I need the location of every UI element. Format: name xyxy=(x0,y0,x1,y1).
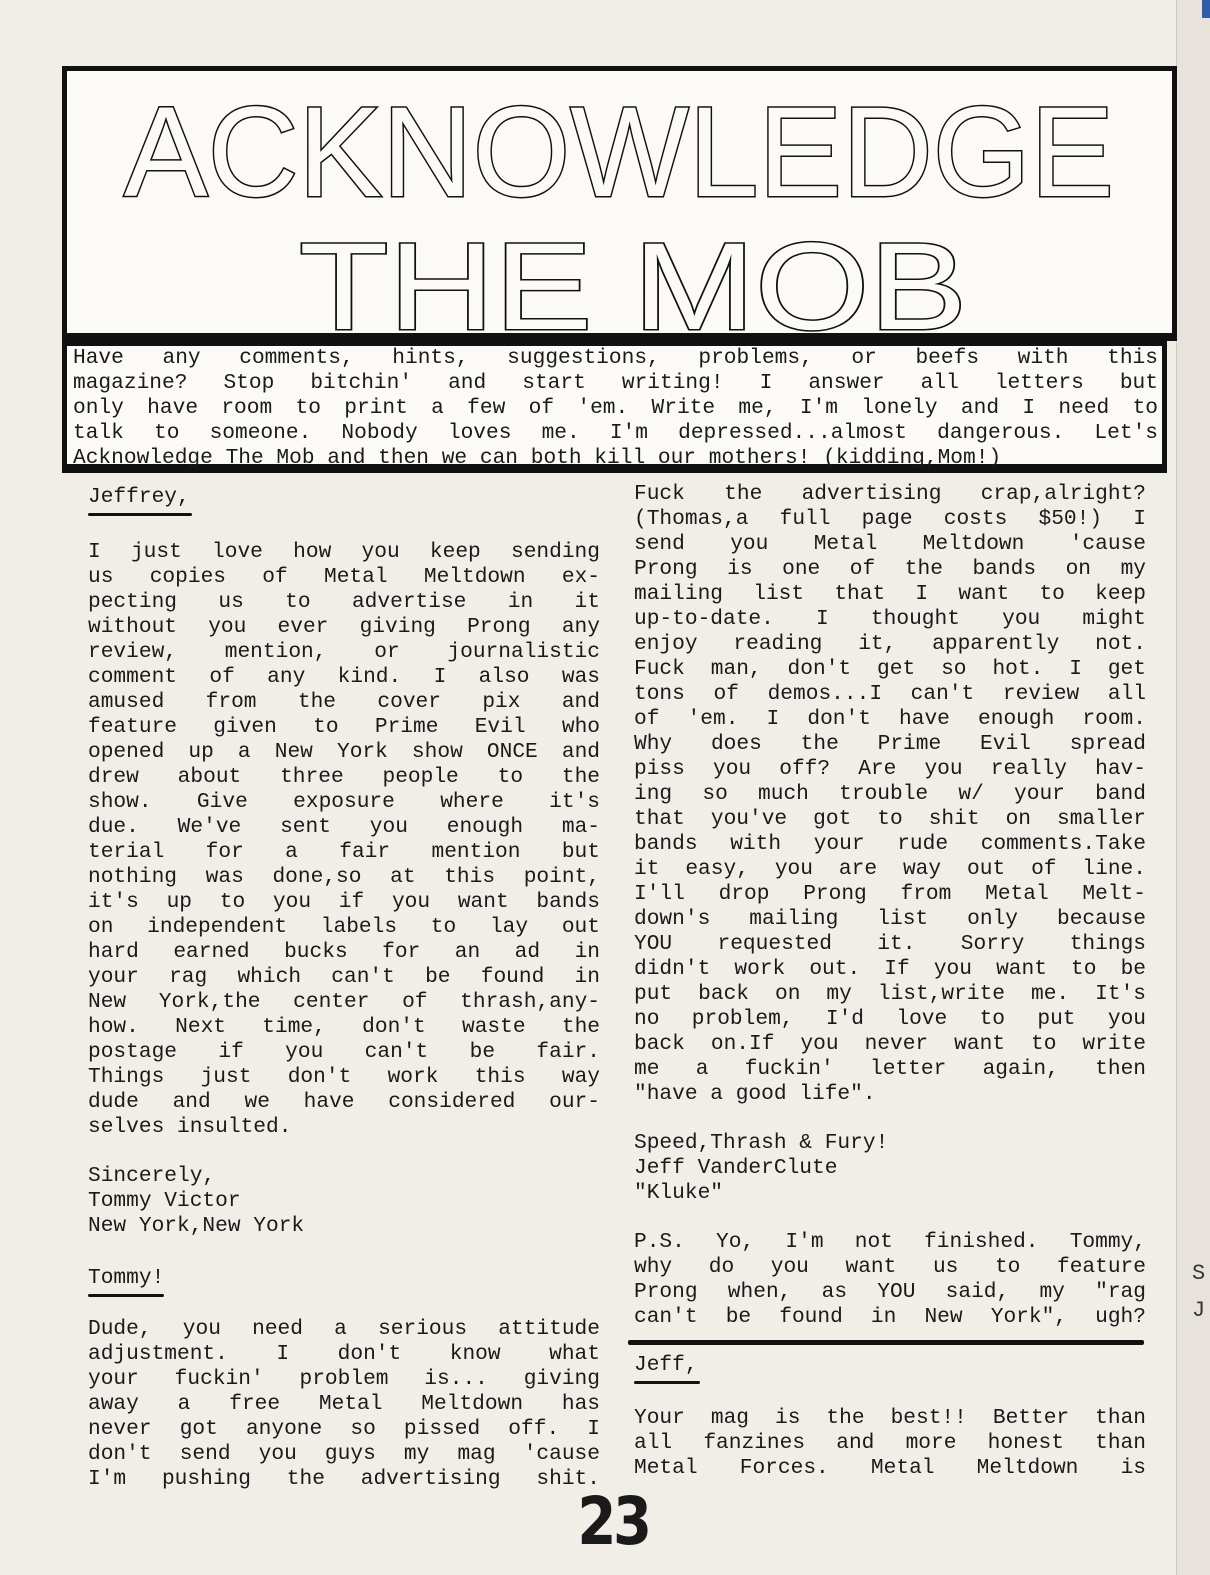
text-line: dude and we have considered our- xyxy=(88,1090,600,1114)
text-line: me a fuckin' letter again, then xyxy=(634,1057,1146,1081)
text-line: comment of any kind. I also was xyxy=(88,665,600,689)
closing-line: Tommy Victor xyxy=(88,1189,241,1213)
text-line: no problem, I'd love to put you xyxy=(634,1007,1146,1031)
right-column xyxy=(634,482,1146,1481)
text-line: Why does the Prime Evil spread xyxy=(634,732,1146,756)
text-line: back on.If you never want to write xyxy=(634,1032,1146,1056)
text-line: review, mention, or journalistic xyxy=(88,640,600,664)
text-line: of 'em. I don't have enough room. xyxy=(634,707,1146,731)
text-line: due. We've sent you enough ma- xyxy=(88,815,600,839)
text-line: put back on my list,write me. It's xyxy=(634,982,1146,1006)
title-line-2: THE MOB xyxy=(299,218,967,333)
text-line: Your mag is the best!! Better than xyxy=(634,1406,1146,1430)
intro-line: Acknowledge The Mob and then we can both kill our mothers! (kidding,Mom!) xyxy=(73,446,1002,470)
text-line: can't be found in New York", ugh? xyxy=(634,1305,1146,1329)
text-line: terial for a fair mention but xyxy=(88,840,600,864)
text-line: away a free Metal Meltdown has xyxy=(88,1392,600,1416)
text-line: tons of demos...I can't review all xyxy=(634,682,1146,706)
text-line: nothing was done,so at this point, xyxy=(88,865,600,889)
text-line: that you've got to shit on smaller xyxy=(634,807,1146,831)
intro-line: talk to someone. Nobody loves me. I'm depressed...almost dangerous. Let's xyxy=(73,421,1158,445)
text-line: postage if you can't be fair. xyxy=(88,1040,600,1064)
text-line: P.S. Yo, I'm not finished. Tommy, xyxy=(634,1230,1146,1254)
letter-body xyxy=(88,540,600,1140)
intro-paragraph xyxy=(62,341,1167,473)
reply-body-continued xyxy=(634,482,1146,1107)
title-box xyxy=(62,66,1177,341)
text-line: opened up a New York show ONCE and xyxy=(88,740,600,764)
letter-salutation: Jeff, xyxy=(634,1353,698,1377)
text-line: hard earned bucks for an ad in xyxy=(88,940,600,964)
text-line: YOU requested it. Sorry things xyxy=(634,932,1146,956)
text-line: piss you off? Are you really hav- xyxy=(634,757,1146,781)
text-line: without you ever giving Prong any xyxy=(88,615,600,639)
next-page-edge xyxy=(1176,0,1210,1575)
text-line: ing so much trouble w/ your band xyxy=(634,782,1146,806)
postscript xyxy=(634,1230,1146,1330)
text-line: Dude, you need a serious attitude xyxy=(88,1317,600,1341)
text-line: I'll drop Prong from Metal Melt- xyxy=(634,882,1146,906)
reply-signoff xyxy=(634,1131,1146,1206)
text-line: never got anyone so pissed off. I xyxy=(88,1417,600,1441)
text-line: Prong is one of the bands on my xyxy=(634,557,1146,581)
text-line: don't send you guys my mag 'cause xyxy=(88,1442,600,1466)
text-line: how. Next time, don't waste the xyxy=(88,1015,600,1039)
text-line: "have a good life". xyxy=(634,1082,876,1106)
blue-corner-mark xyxy=(1202,0,1210,18)
text-line: why do you want us to feature xyxy=(634,1255,1146,1279)
letter-closing xyxy=(88,1164,600,1239)
text-line: all fanzines and more honest than xyxy=(634,1431,1146,1455)
text-line: mailing list that I want to keep xyxy=(634,582,1146,606)
intro-line: only have room to print a few of 'em. Write me, I'm lonely and I need to xyxy=(73,396,1158,420)
text-line: it's up to you if you want bands xyxy=(88,890,600,914)
text-line: enjoy reading it, apparently not. xyxy=(634,632,1146,656)
letter-salutation: Jeffrey, xyxy=(88,485,190,509)
signoff-line: "Kluke" xyxy=(634,1181,724,1205)
text-line: on independent labels to lay out xyxy=(88,915,600,939)
text-line: (Thomas,a full page costs $50!) I xyxy=(634,507,1146,531)
text-line: adjustment. I don't know what xyxy=(88,1342,600,1366)
text-line: us copies of Metal Meltdown ex- xyxy=(88,565,600,589)
left-column xyxy=(88,482,600,1492)
page-number: 23 xyxy=(577,1483,649,1560)
intro-line: Have any comments, hints, suggestions, problems, or beefs with this xyxy=(73,346,1158,370)
text-line: your fuckin' problem is... giving xyxy=(88,1367,600,1391)
text-line: drew about three people to the xyxy=(88,765,600,789)
text-line: didn't work out. If you want to be xyxy=(634,957,1146,981)
signoff-line: Speed,Thrash & Fury! xyxy=(634,1131,889,1155)
text-line: up-to-date. I thought you might xyxy=(634,607,1146,631)
signoff-line: Jeff VanderClute xyxy=(634,1156,838,1180)
text-line: New York,the center of thrash,any- xyxy=(88,990,600,1014)
title-graphic xyxy=(67,71,1172,333)
reply-salutation: Tommy! xyxy=(88,1266,165,1290)
text-line: feature given to Prime Evil who xyxy=(88,715,600,739)
text-line: show. Give exposure where it's xyxy=(88,790,600,814)
text-line: Fuck the advertising crap,alright? xyxy=(634,482,1146,506)
closing-line: New York,New York xyxy=(88,1214,305,1238)
text-line: Things just don't work this way xyxy=(88,1065,600,1089)
section-divider xyxy=(628,1340,1144,1345)
text-line: amused from the cover pix and xyxy=(88,690,600,714)
text-line: selves insulted. xyxy=(88,1115,292,1139)
reply-body xyxy=(88,1317,600,1492)
text-line: I just love how you keep sending xyxy=(88,540,600,564)
text-line: your rag which can't be found in xyxy=(88,965,600,989)
text-line: it easy, you are way out of line. xyxy=(634,857,1146,881)
closing-line: Sincerely, xyxy=(88,1164,216,1188)
text-line: Fuck man, don't get so hot. I get xyxy=(634,657,1146,681)
title-line-1: ACKNOWLEDGE xyxy=(124,81,1114,224)
text-line: I'm pushing the advertising shit. xyxy=(88,1467,600,1491)
text-line: pecting us to advertise in it xyxy=(88,590,600,614)
letter-body xyxy=(634,1406,1146,1481)
text-line: bands with your rude comments.Take xyxy=(634,832,1146,856)
text-line: Metal Forces. Metal Meltdown is xyxy=(634,1456,1146,1480)
text-line: Prong when, as YOU said, my "rag xyxy=(634,1280,1146,1304)
intro-line: magazine? Stop bitchin' and start writing! I answer all letters but xyxy=(73,371,1158,395)
text-line: send you Metal Meltdown 'cause xyxy=(634,532,1146,556)
text-line: down's mailing list only because xyxy=(634,907,1146,931)
edge-text-fragment: S J xyxy=(1192,1261,1206,1323)
